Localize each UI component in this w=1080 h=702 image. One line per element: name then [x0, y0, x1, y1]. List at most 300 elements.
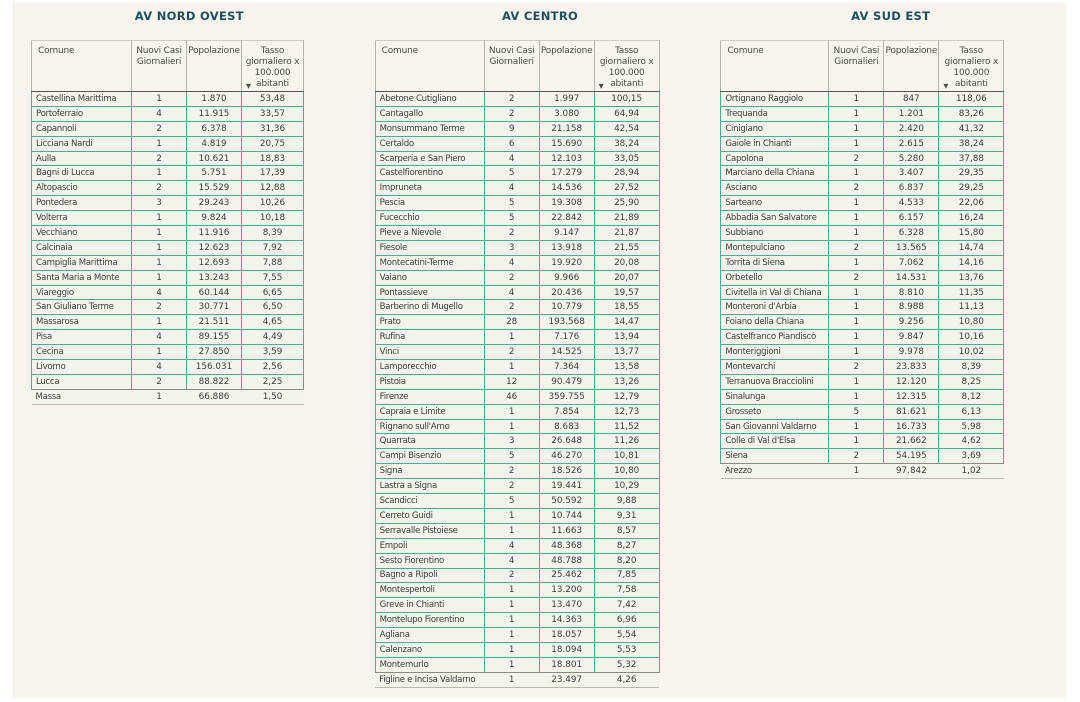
cell-popolazione: 5.751: [187, 166, 242, 181]
cell-nuovi-casi: 1: [484, 419, 539, 434]
cell-nuovi-casi: 1: [132, 270, 187, 285]
cell-nuovi-casi: 2: [132, 151, 187, 166]
cell-comune: Viareggio: [32, 285, 132, 300]
table-row: [721, 464, 1004, 479]
cell-comune: Portoferraio: [32, 106, 132, 121]
cell-nuovi-casi: 1: [829, 196, 884, 211]
cell-nuovi-casi: 5: [484, 211, 539, 226]
table-row: [375, 419, 659, 434]
cell-tasso: 15,80: [939, 226, 1004, 241]
cell-tasso: 25,90: [594, 196, 659, 211]
table-row: [721, 196, 1004, 211]
cell-comune: Gaiole in Chianti: [721, 136, 829, 151]
cell-nuovi-casi: 1: [132, 255, 187, 270]
cell-popolazione: 10.744: [539, 508, 594, 523]
cell-popolazione: 4.819: [187, 136, 242, 151]
cell-tasso: 38,24: [594, 136, 659, 151]
cell-popolazione: 29.243: [187, 196, 242, 211]
column-header-popolazione: [187, 41, 242, 92]
cell-popolazione: 12.120: [884, 374, 939, 389]
table-row: [375, 508, 659, 523]
cell-nuovi-casi: 1: [829, 136, 884, 151]
cell-nuovi-casi: 2: [484, 106, 539, 121]
cell-popolazione: 48.368: [539, 538, 594, 553]
cell-tasso: 83,26: [939, 106, 1004, 121]
table-row: [375, 240, 659, 255]
cell-comune: Siena: [721, 449, 829, 464]
cell-comune: Impruneta: [375, 181, 484, 196]
cell-comune: Barberino di Mugello: [375, 300, 484, 315]
cell-comune: Fiesole: [375, 240, 484, 255]
table-row: [375, 374, 659, 389]
cell-popolazione: 19.308: [539, 196, 594, 211]
table-row: [375, 538, 659, 553]
cell-popolazione: 18.801: [539, 657, 594, 672]
cell-popolazione: 12.693: [187, 255, 242, 270]
table-row: [721, 315, 1004, 330]
cell-tasso: 18,55: [594, 300, 659, 315]
cell-tasso: 14,74: [939, 240, 1004, 255]
cell-popolazione: 16.733: [884, 419, 939, 434]
cell-popolazione: 8.683: [539, 419, 594, 434]
cell-popolazione: 10.779: [539, 300, 594, 315]
table-row: [375, 598, 659, 613]
cell-popolazione: 4.533: [884, 196, 939, 211]
cell-popolazione: 30.771: [187, 300, 242, 315]
cell-popolazione: 90.479: [539, 374, 594, 389]
panel-title: AV SUD EST: [851, 9, 931, 23]
table-row: [32, 300, 304, 315]
cell-nuovi-casi: 5: [484, 494, 539, 509]
cell-tasso: 10,16: [939, 330, 1004, 345]
cell-tasso: 10,80: [594, 464, 659, 479]
cell-popolazione: 6.328: [884, 226, 939, 241]
cell-nuovi-casi: 28: [484, 315, 539, 330]
cell-nuovi-casi: 1: [829, 255, 884, 270]
table-row: [721, 166, 1004, 181]
cell-tasso: 6,65: [242, 285, 304, 300]
cell-tasso: 38,24: [939, 136, 1004, 151]
cell-tasso: 29,35: [939, 166, 1004, 181]
column-header-nuovi-casi: [829, 41, 884, 92]
cell-tasso: 14,47: [594, 315, 659, 330]
column-header-popolazione: [539, 41, 594, 92]
cell-comune: Massa: [32, 389, 132, 404]
cell-popolazione: 9.966: [539, 270, 594, 285]
table-row: [721, 151, 1004, 166]
table-row: [375, 523, 659, 538]
table-row: [32, 345, 304, 360]
table-row: [721, 374, 1004, 389]
cell-tasso: 64,94: [594, 106, 659, 121]
cell-nuovi-casi: 1: [484, 360, 539, 375]
cell-nuovi-casi: 1: [484, 672, 539, 687]
cell-tasso: 21,87: [594, 226, 659, 241]
cell-comune: Bagno a Ripoli: [375, 568, 484, 583]
table-row: [721, 434, 1004, 449]
cell-tasso: 7,92: [242, 240, 304, 255]
cell-comune: Montecatini-Terme: [375, 255, 484, 270]
cell-tasso: 10,29: [594, 479, 659, 494]
cell-comune: Aulla: [32, 151, 132, 166]
cell-popolazione: 17.279: [539, 166, 594, 181]
cell-nuovi-casi: 3: [132, 196, 187, 211]
cell-comune: Pieve a Nievole: [375, 226, 484, 241]
table-row: [32, 315, 304, 330]
column-header-label: Popolazione: [540, 46, 593, 56]
cell-nuovi-casi: 2: [132, 374, 187, 389]
cell-nuovi-casi: 1: [829, 166, 884, 181]
column-header-comune: [721, 41, 829, 92]
table-row: [32, 389, 304, 404]
cell-popolazione: 22.842: [539, 211, 594, 226]
cell-popolazione: 19.920: [539, 255, 594, 270]
cell-comune: Foiano della Chiana: [721, 315, 829, 330]
column-header-label: Tasso giornaliero x 100.000 abitanti: [944, 46, 999, 89]
cell-comune: Santa Maria a Monte: [32, 270, 132, 285]
table-row: [375, 568, 659, 583]
table-row: [721, 106, 1004, 121]
cell-nuovi-casi: 1: [484, 523, 539, 538]
cell-tasso: 13,26: [594, 374, 659, 389]
cell-popolazione: 14.363: [539, 613, 594, 628]
cell-nuovi-casi: 4: [484, 181, 539, 196]
cell-nuovi-casi: 5: [484, 196, 539, 211]
cell-tasso: 5,98: [939, 419, 1004, 434]
cases-table-av-centro: [375, 40, 660, 688]
cell-nuovi-casi: 4: [484, 151, 539, 166]
cell-popolazione: 18.094: [539, 642, 594, 657]
table-row: [375, 434, 659, 449]
cell-popolazione: 18.526: [539, 464, 594, 479]
cell-nuovi-casi: 1: [484, 613, 539, 628]
cell-popolazione: 11.663: [539, 523, 594, 538]
column-header-label: Popolazione: [188, 46, 240, 56]
table-row: [721, 389, 1004, 404]
cell-comune: Firenze: [375, 389, 484, 404]
cell-comune: Agliana: [375, 628, 484, 643]
table-row: [32, 270, 304, 285]
cell-popolazione: 20.436: [539, 285, 594, 300]
cell-comune: Vaiano: [375, 270, 484, 285]
cell-popolazione: 23.497: [539, 672, 594, 687]
cell-comune: Empoli: [375, 538, 484, 553]
cell-tasso: 7,85: [594, 568, 659, 583]
cell-nuovi-casi: 1: [829, 300, 884, 315]
cell-popolazione: 21.511: [187, 315, 242, 330]
cell-tasso: 21,55: [594, 240, 659, 255]
table-row: [32, 92, 304, 107]
cell-popolazione: 13.918: [539, 240, 594, 255]
cell-comune: Marciano della Chiana: [721, 166, 829, 181]
table-row: [32, 196, 304, 211]
table-row: [375, 211, 659, 226]
cell-comune: Volterra: [32, 211, 132, 226]
cell-comune: Pisa: [32, 330, 132, 345]
table-row: [721, 181, 1004, 196]
cell-nuovi-casi: 1: [829, 211, 884, 226]
cell-nuovi-casi: 2: [132, 121, 187, 136]
header-row: [721, 41, 1004, 92]
cell-comune: Asciano: [721, 181, 829, 196]
cell-tasso: 6,96: [594, 613, 659, 628]
cell-nuovi-casi: 1: [132, 136, 187, 151]
table-row: [32, 211, 304, 226]
cell-popolazione: 66.886: [187, 389, 242, 404]
cell-tasso: 42,54: [594, 121, 659, 136]
column-header-tasso-giornaliero[interactable]: [242, 41, 304, 92]
cell-tasso: 12,79: [594, 389, 659, 404]
cell-nuovi-casi: 4: [484, 538, 539, 553]
cell-comune: Livorno: [32, 360, 132, 375]
table-row: [721, 92, 1004, 107]
cell-tasso: 13,94: [594, 330, 659, 345]
cell-comune: Sinalunga: [721, 389, 829, 404]
cell-tasso: 28,94: [594, 166, 659, 181]
cell-nuovi-casi: 1: [132, 211, 187, 226]
cell-popolazione: 15.529: [187, 181, 242, 196]
column-header-tasso-giornaliero[interactable]: [939, 41, 1004, 92]
cell-tasso: 19,57: [594, 285, 659, 300]
cell-popolazione: 81.621: [884, 404, 939, 419]
table-row: [375, 196, 659, 211]
table-row: [375, 404, 659, 419]
cell-tasso: 6,50: [242, 300, 304, 315]
cell-popolazione: 12.623: [187, 240, 242, 255]
cell-nuovi-casi: 1: [132, 166, 187, 181]
column-header-label: Nuovi Casi Giornalieri: [833, 46, 880, 67]
cell-nuovi-casi: 1: [829, 345, 884, 360]
cell-popolazione: 88.822: [187, 374, 242, 389]
cell-nuovi-casi: 4: [132, 106, 187, 121]
table-row: [375, 628, 659, 643]
cell-tasso: 6,13: [939, 404, 1004, 419]
cell-comune: Ortignano Raggiolo: [721, 92, 829, 107]
cell-nuovi-casi: 2: [829, 151, 884, 166]
cell-nuovi-casi: 1: [829, 464, 884, 479]
cell-tasso: 2,56: [242, 360, 304, 375]
cell-nuovi-casi: 1: [829, 106, 884, 121]
cell-tasso: 8,39: [939, 360, 1004, 375]
cell-comune: Lastra a Signa: [375, 479, 484, 494]
table-row: [375, 389, 659, 404]
cell-popolazione: 25.462: [539, 568, 594, 583]
cell-tasso: 4,65: [242, 315, 304, 330]
cell-popolazione: 21.158: [539, 121, 594, 136]
cell-tasso: 53,48: [242, 92, 304, 107]
cell-tasso: 10,26: [242, 196, 304, 211]
cell-comune: Abetone Cutigliano: [375, 92, 484, 107]
cell-comune: Massarosa: [32, 315, 132, 330]
cell-tasso: 7,88: [242, 255, 304, 270]
cell-comune: Vecchiano: [32, 226, 132, 241]
table-row: [375, 151, 659, 166]
sort-desc-icon: ▼: [246, 82, 251, 90]
cell-nuovi-casi: 12: [484, 374, 539, 389]
cell-popolazione: 6.157: [884, 211, 939, 226]
cell-tasso: 1,02: [939, 464, 1004, 479]
cell-popolazione: 7.364: [539, 360, 594, 375]
cell-tasso: 3,69: [939, 449, 1004, 464]
table-row: [721, 360, 1004, 375]
table-row: [32, 374, 304, 389]
cell-comune: Bagni di Lucca: [32, 166, 132, 181]
cell-popolazione: 23.833: [884, 360, 939, 375]
cell-popolazione: 847: [884, 92, 939, 107]
cell-tasso: 4,49: [242, 330, 304, 345]
panel-av-sud-est: [715, 2, 1066, 698]
table-row: [721, 240, 1004, 255]
cell-nuovi-casi: 1: [829, 434, 884, 449]
cell-tasso: 33,57: [242, 106, 304, 121]
cell-tasso: 13,76: [939, 270, 1004, 285]
cell-tasso: 20,75: [242, 136, 304, 151]
cell-comune: Castelfranco Piandiscò: [721, 330, 829, 345]
table-row: [375, 92, 659, 107]
table-row: [375, 315, 659, 330]
cell-comune: Cerreto Guidi: [375, 508, 484, 523]
cell-nuovi-casi: 4: [484, 553, 539, 568]
cell-nuovi-casi: 1: [484, 598, 539, 613]
cell-tasso: 3,59: [242, 345, 304, 360]
cell-popolazione: 14.536: [539, 181, 594, 196]
cell-popolazione: 19.441: [539, 479, 594, 494]
cell-nuovi-casi: 4: [132, 360, 187, 375]
cell-nuovi-casi: 2: [484, 270, 539, 285]
cell-nuovi-casi: 1: [132, 240, 187, 255]
cell-popolazione: 14.525: [539, 345, 594, 360]
table-row: [375, 345, 659, 360]
cell-tasso: 4,62: [939, 434, 1004, 449]
cell-nuovi-casi: 1: [829, 374, 884, 389]
cell-tasso: 8,27: [594, 538, 659, 553]
cell-popolazione: 9.256: [884, 315, 939, 330]
panel-av-centro: [365, 2, 716, 698]
table-row: [375, 360, 659, 375]
cell-comune: Montepulciano: [721, 240, 829, 255]
cases-table-av-sud-est: [720, 40, 1004, 479]
cell-comune: Capraia e Limite: [375, 404, 484, 419]
cell-comune: Montemurlo: [375, 657, 484, 672]
table-row: [721, 121, 1004, 136]
column-header-nuovi-casi: [132, 41, 187, 92]
table-row: [32, 151, 304, 166]
cell-popolazione: 9.847: [884, 330, 939, 345]
panel-title: AV NORD OVEST: [134, 9, 244, 23]
cell-popolazione: 1.997: [539, 92, 594, 107]
cell-popolazione: 13.243: [187, 270, 242, 285]
cell-nuovi-casi: 2: [829, 360, 884, 375]
cell-popolazione: 12.103: [539, 151, 594, 166]
cell-tasso: 21,89: [594, 211, 659, 226]
table-row: [375, 166, 659, 181]
table-row: [32, 226, 304, 241]
cell-popolazione: 27.850: [187, 345, 242, 360]
cell-comune: Arezzo: [721, 464, 829, 479]
column-header-tasso-giornaliero[interactable]: [594, 41, 659, 92]
cell-nuovi-casi: 1: [484, 583, 539, 598]
cell-popolazione: 8.988: [884, 300, 939, 315]
cell-popolazione: 359.755: [539, 389, 594, 404]
cell-popolazione: 2.615: [884, 136, 939, 151]
column-header-label: Tasso giornaliero x 100.000 abitanti: [599, 46, 654, 89]
table-row: [32, 360, 304, 375]
table-row: [721, 419, 1004, 434]
cell-comune: Abbadia San Salvatore: [721, 211, 829, 226]
cell-comune: Fucecchio: [375, 211, 484, 226]
cell-tasso: 22,06: [939, 196, 1004, 211]
cell-nuovi-casi: 2: [829, 240, 884, 255]
cell-tasso: 14,16: [939, 255, 1004, 270]
column-header-label: Nuovi Casi Giornalieri: [136, 46, 182, 67]
cell-comune: Licciana Nardi: [32, 136, 132, 151]
cell-popolazione: 50.592: [539, 494, 594, 509]
cell-comune: Trequanda: [721, 106, 829, 121]
cell-tasso: 12,88: [242, 181, 304, 196]
cell-tasso: 11,52: [594, 419, 659, 434]
cell-tasso: 8,57: [594, 523, 659, 538]
table-row: [721, 226, 1004, 241]
table-row: [375, 657, 659, 672]
cell-nuovi-casi: 4: [132, 285, 187, 300]
cell-comune: Signa: [375, 464, 484, 479]
cell-comune: Colle di Val d'Elsa: [721, 434, 829, 449]
cell-popolazione: 7.176: [539, 330, 594, 345]
cell-popolazione: 193.568: [539, 315, 594, 330]
cell-tasso: 11,35: [939, 285, 1004, 300]
column-header-label: Popolazione: [885, 46, 938, 56]
report-canvas: [13, 2, 1066, 698]
panel-av-nord-ovest: [14, 2, 365, 698]
table-row: [721, 211, 1004, 226]
cell-comune: Altopascio: [32, 181, 132, 196]
cell-tasso: 33,05: [594, 151, 659, 166]
cell-nuovi-casi: 1: [484, 508, 539, 523]
cell-tasso: 37,88: [939, 151, 1004, 166]
cell-comune: Montelupo Fiorentino: [375, 613, 484, 628]
cell-comune: Scandicci: [375, 494, 484, 509]
cell-comune: Lucca: [32, 374, 132, 389]
cell-nuovi-casi: 2: [484, 464, 539, 479]
table-row: [375, 136, 659, 151]
cell-nuovi-casi: 2: [829, 449, 884, 464]
column-header-nuovi-casi: [484, 41, 539, 92]
cell-popolazione: 26.648: [539, 434, 594, 449]
cell-tasso: 8,25: [939, 374, 1004, 389]
table-row: [721, 345, 1004, 360]
cell-comune: Capannoli: [32, 121, 132, 136]
cell-popolazione: 13.565: [884, 240, 939, 255]
cell-nuovi-casi: 2: [484, 92, 539, 107]
cell-comune: Quarrata: [375, 434, 484, 449]
cell-popolazione: 3.407: [884, 166, 939, 181]
cell-nuovi-casi: 1: [829, 285, 884, 300]
cell-nuovi-casi: 2: [484, 568, 539, 583]
cell-nuovi-casi: 3: [484, 240, 539, 255]
cell-comune: Subbiano: [721, 226, 829, 241]
cell-nuovi-casi: 4: [484, 285, 539, 300]
cell-tasso: 9,31: [594, 508, 659, 523]
column-header-popolazione: [884, 41, 939, 92]
cell-popolazione: 12.315: [884, 389, 939, 404]
cell-nuovi-casi: 2: [484, 345, 539, 360]
table-row: [375, 494, 659, 509]
cell-comune: San Giuliano Terme: [32, 300, 132, 315]
cell-tasso: 10,18: [242, 211, 304, 226]
cell-comune: Pistoia: [375, 374, 484, 389]
cell-nuovi-casi: 1: [132, 315, 187, 330]
cell-popolazione: 89.155: [187, 330, 242, 345]
